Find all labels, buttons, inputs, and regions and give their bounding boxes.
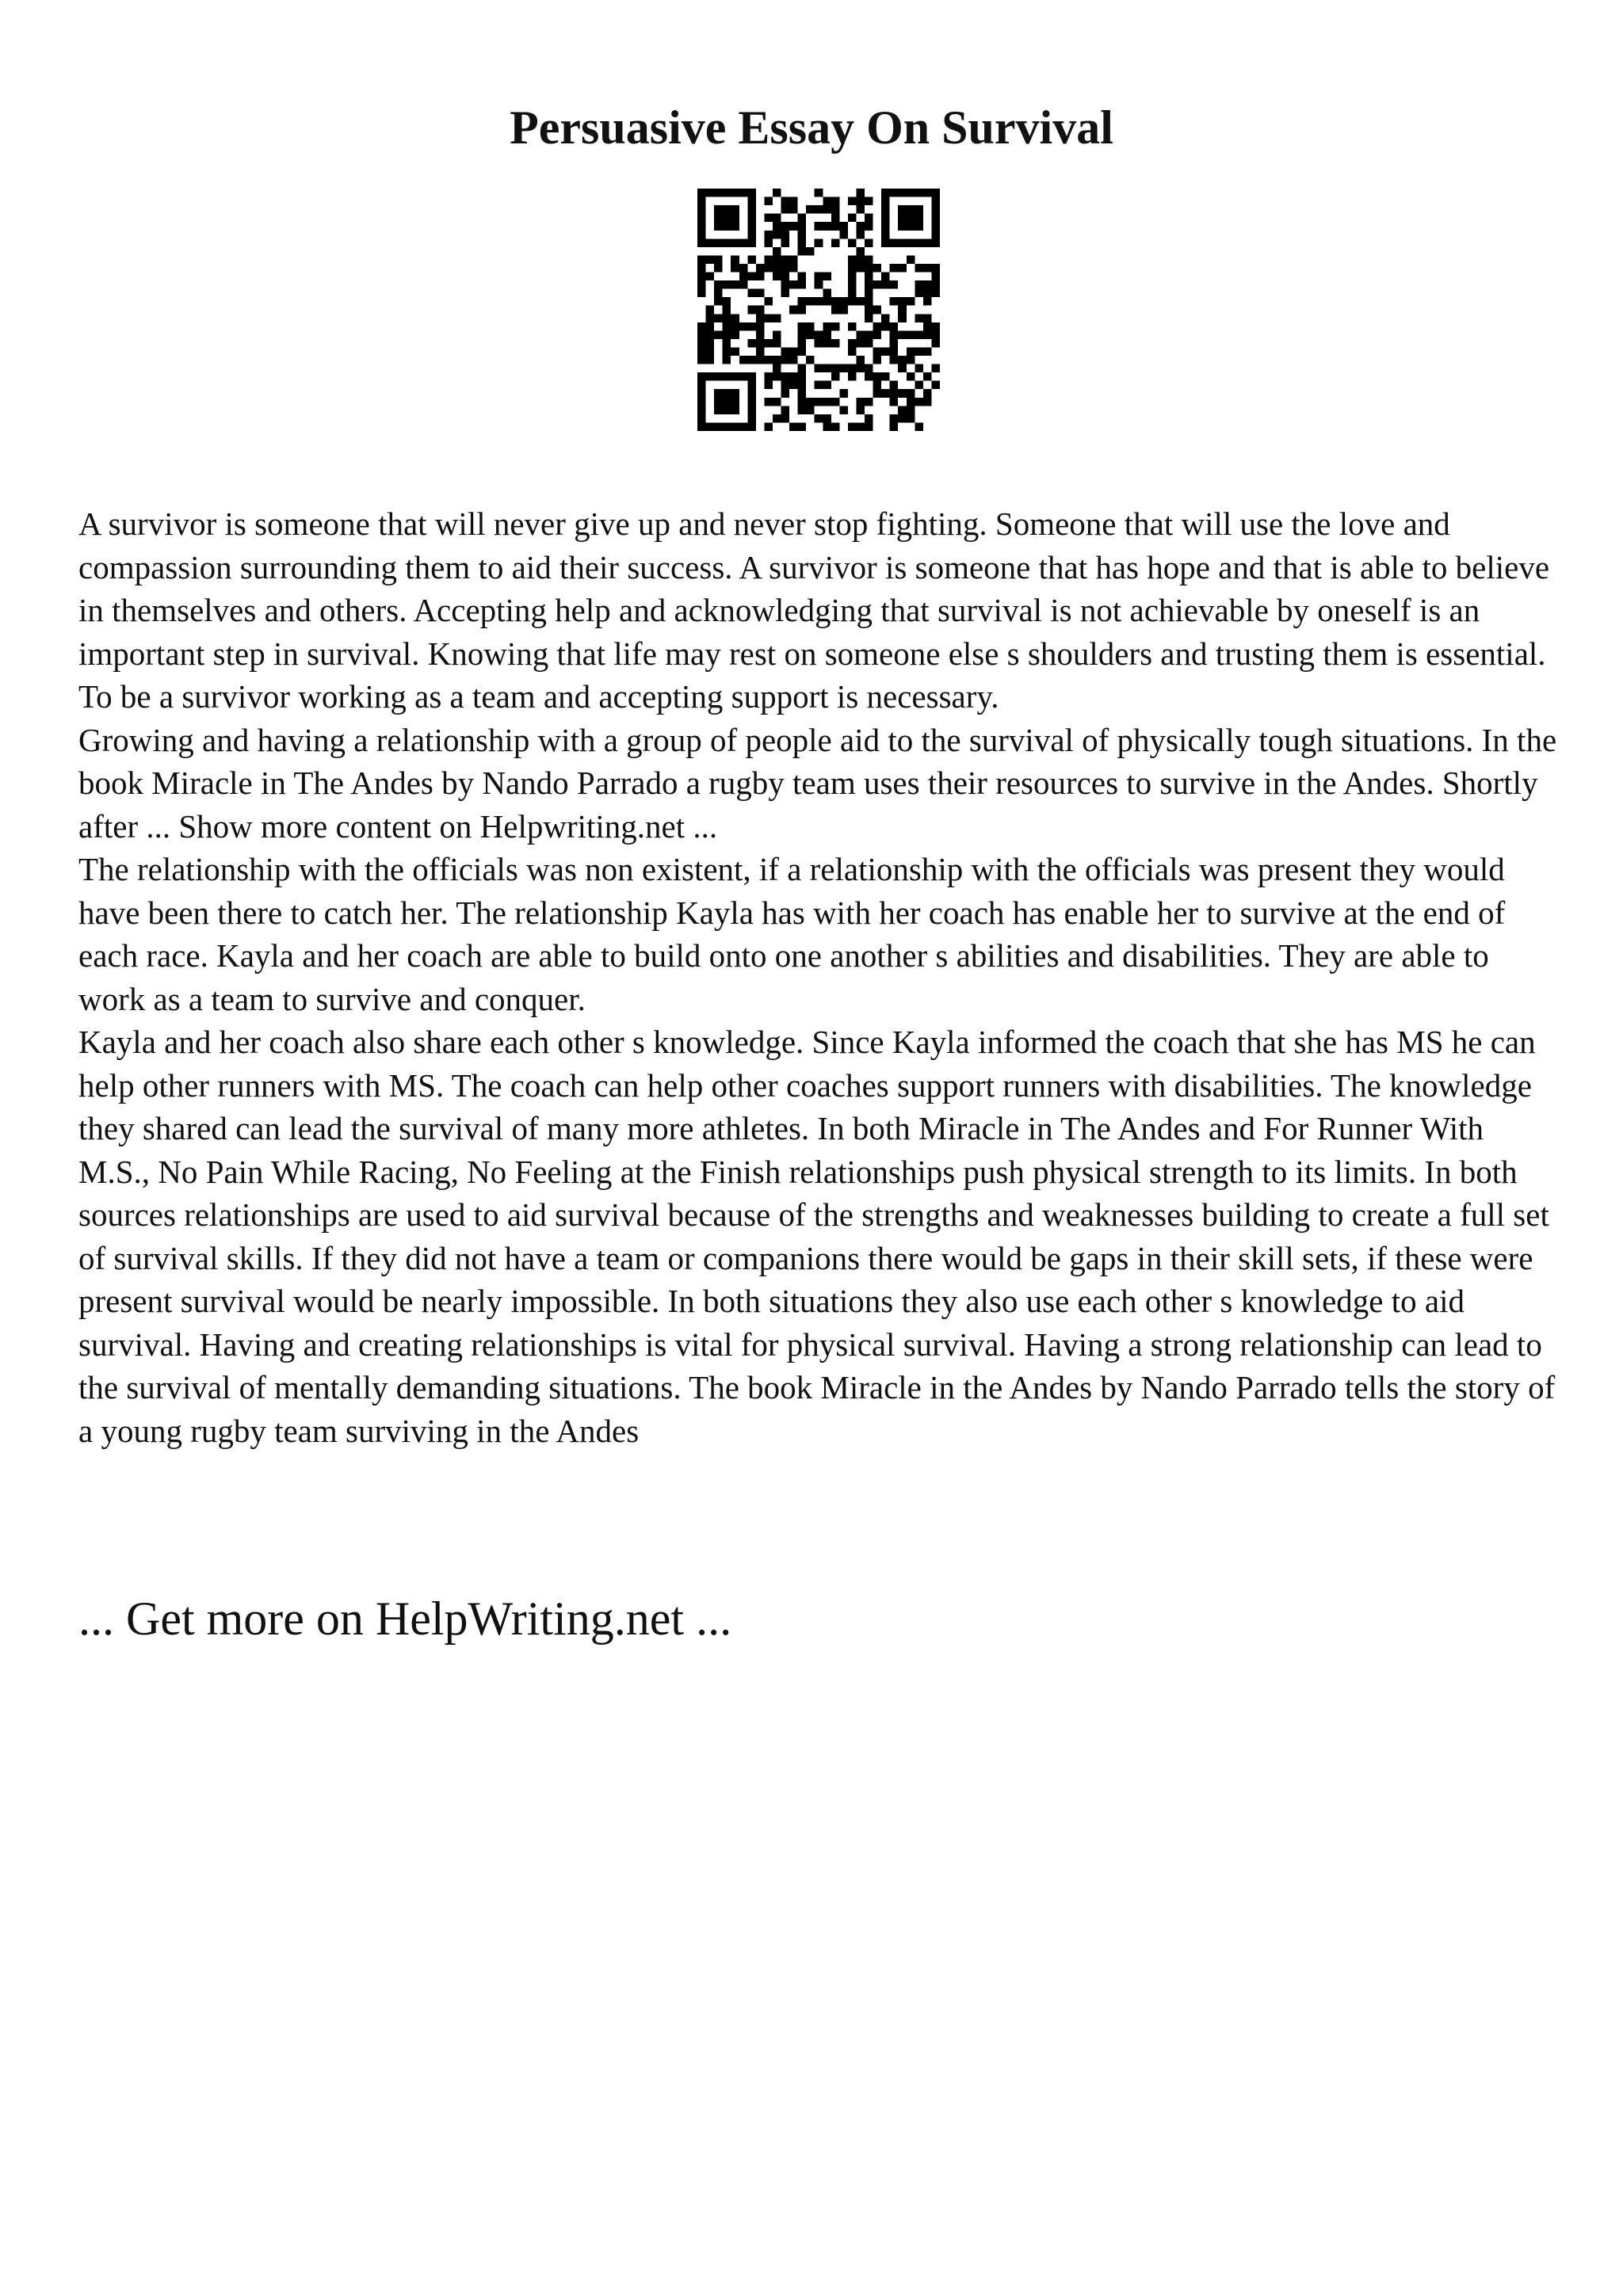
qr-code-icon: [697, 189, 940, 431]
paragraph: The relationship with the officials was non existent, if a relationship with the officials was present they would have been there to catch her. The relationship Kayla has with her coach has enable her to survive at the end of each race. Kayla and her coach are able to build onto one another s abilities and disabilities. They are able to work as a team to survive and conquer.: [78, 851, 1506, 1017]
paragraph: A survivor is someone that will never give up and never stop fighting. Someone that will use the love and compassion surrounding them to aid their success. A survivor is someone that has hope and that is able to believe in themselves and others. Accepting help and acknowledging that survival is not achievable by oneself is an important step in survival. Knowing that life may rest on someone else s shoulders and trusting them is essential. To be a survivor working as a team and accepting support is necessary.: [78, 505, 1550, 715]
paragraph: Growing and having a relationship with a group of people aid to the survival of physically tough situations. In the book Miracle in The Andes by Nando Parrado a rugby team uses their resources to survive in the Andes. Shortly after ... Show more content on Helpwriting.net ...: [78, 721, 1557, 845]
get-more-link[interactable]: ... Get more on HelpWriting.net ...: [78, 1592, 732, 1645]
page-title: Persuasive Essay On Survival: [510, 101, 1113, 154]
paragraph: Kayla and her coach also share each other s knowledge. Since Kayla informed the coach that she has MS he can help other runners with MS. The coach can help other coaches support runners with disabilities. The knowledge they shared can lead the survival of many more athletes. In both Miracle in The Andes and For Runner With M.S., No Pain While Racing, No Feeling at the Finish relationships push physical strength to its limits. In both sources relationships are used to aid survival because of the strengths and weaknesses building to create a full set of survival skills. If they did not have a team or companions there would be gaps in their skill sets, if these were present survival would be nearly impossible. In both situations they also use each other s knowledge to aid survival. Having and creating relationships is vital for physical survival. Having a strong relationship can lead to the survival of mentally demanding situations. The book Miracle in the Andes by Nando Parrado tells the story of a young rugby team surviving in the Andes: [78, 1024, 1556, 1449]
essay-body: [78, 502, 1560, 1452]
